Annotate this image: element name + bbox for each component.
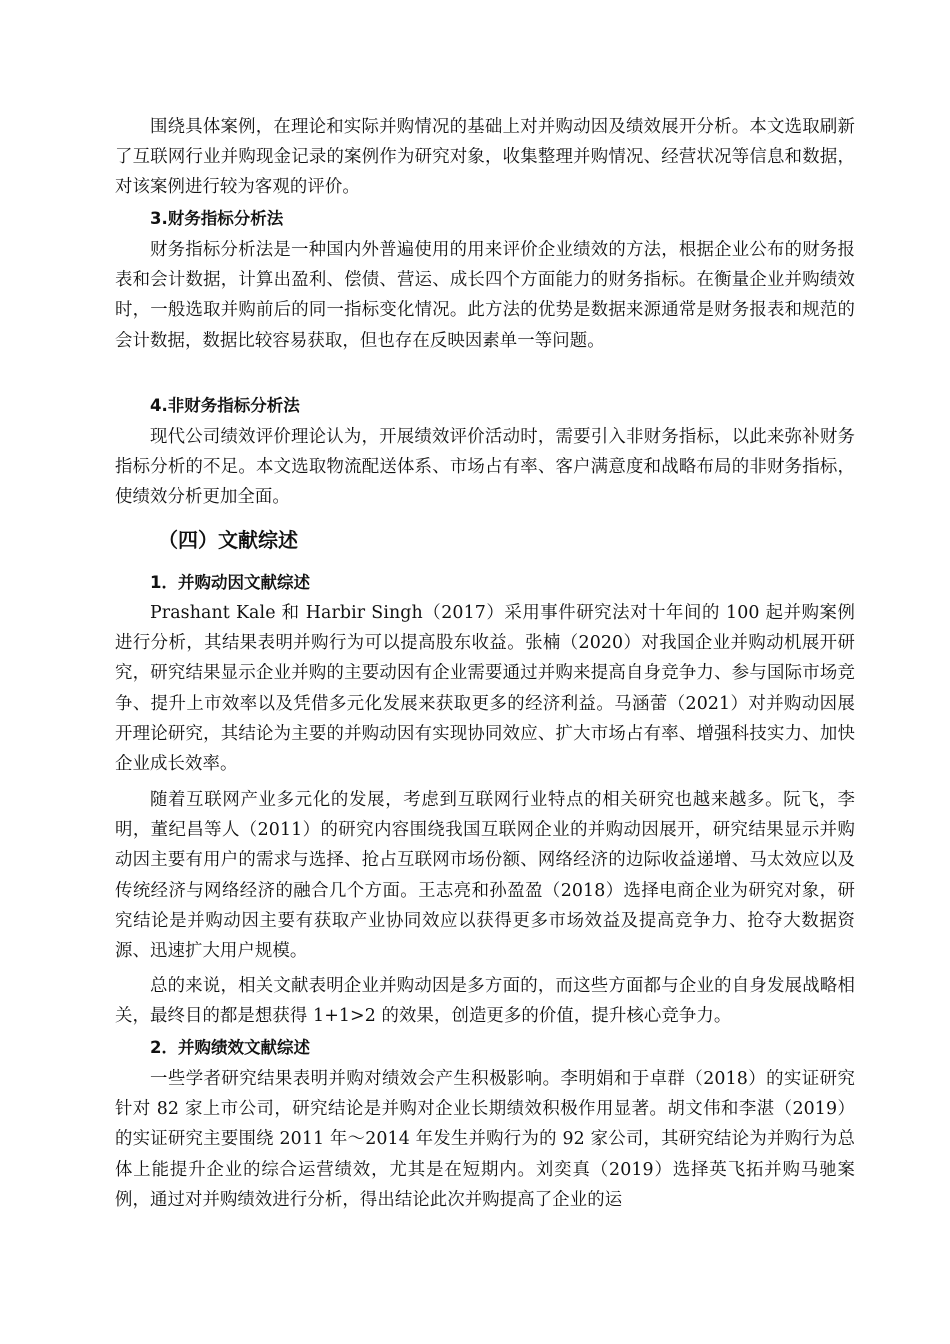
method3-heading: 3.财务指标分析法 <box>150 209 284 228</box>
method4-paragraph: 现代公司绩效评价理论认为，开展绩效评价活动时，需要引入非财务指标，以此来弥补财务指标分析的不足。本文选取物流配送体系、市场占有率、客户满意度和战略布局的非财务指标，使绩效分析更加全面。 <box>115 427 855 508</box>
lit1-paragraph-2: 随着互联网产业多元化的发展，考虑到互联网行业特点的相关研究也越来越多。阮飞，李明，董纪昌等人（2011）的研究内容围绕我国互联网企业的并购动因展开，研究结果显示并购动因主要有用户的需求与选择、抢占互联网市场份额、网络经济的边际收益递增、马太效应以及传统经济与网络经济的融合几个方面。王志亮和孙盈盈（2018）选择电商企业为研究对象，研究结论是并购动因主要有获取产业协同效应以获得更多市场效益及提高竞争力、抢夺大数据资源、迅速扩大用户规模。 <box>115 790 855 962</box>
section-heading-literature-review: （四）文献综述 <box>158 528 298 552</box>
method3-paragraph: 财务指标分析法是一种国内外普遍使用的用来评价企业绩效的方法，根据企业公布的财务报表和会计数据，计算出盈利、偿债、营运、成长四个方面能力的财务指标。在衡量企业并购绩效时，一般选取并购前后的同一指标变化情况。此方法的优势是数据来源通常是财务报表和规范的会计数据，数据比较容易获取，但也存在反映因素单一等问题。 <box>115 240 855 351</box>
lit2-heading: 2．并购绩效文献综述 <box>150 1038 310 1057</box>
lit1-paragraph-1: Prashant Kale 和 Harbir Singh（2017）采用事件研究法对十年间的 100 起并购案例进行分析，其结果表明并购行为可以提高股东收益。张楠（2020）对我国企业并购动机展开研究，研究结果显示企业并购的主要动因有企业需要通过并购来提高自身竞争力、参与国际市场竞争、提升上市效率以及凭借多元化发展来获取更多的经济利益。马涵蕾（2021）对并购动因展开理论研究，其结论为主要的并购动因有实现协同效应、扩大市场占有率、增强科技实力、加快企业成长效率。 <box>115 603 855 775</box>
lit1-paragraph-3: 总的来说，相关文献表明企业并购动因是多方面的，而这些方面都与企业的自身发展战略相关，最终目的都是想获得 1+1>2 的效果，创造更多的价值，提升核心竞争力。 <box>115 976 855 1027</box>
lit2-paragraph-1: 一些学者研究结果表明并购对绩效会产生积极影响。李明娟和于卓群（2018）的实证研究针对 82 家上市公司，研究结论是并购对企业长期绩效积极作用显著。胡文伟和李湛（2019）的实证研究主要围绕 2011 年～2014 年发生并购行为的 92 家公司，其研究结论为并购行为总体上能提升企业的综合运营绩效，尤其是在短期内。刘奕真（2019）选择英飞拓并购马驰案例，通过对并购绩效进行分析，得出结论此次并购提高了企业的运 <box>115 1069 855 1210</box>
lit1-heading: 1．并购动因文献综述 <box>150 573 310 592</box>
intro-paragraph: 围绕具体案例，在理论和实际并购情况的基础上对并购动因及绩效展开分析。本文选取刷新了互联网行业并购现金记录的案例作为研究对象，收集整理并购情况、经营状况等信息和数据，对该案例进行较为客观的评价。 <box>115 117 855 198</box>
method4-heading: 4.非财务指标分析法 <box>150 396 300 415</box>
